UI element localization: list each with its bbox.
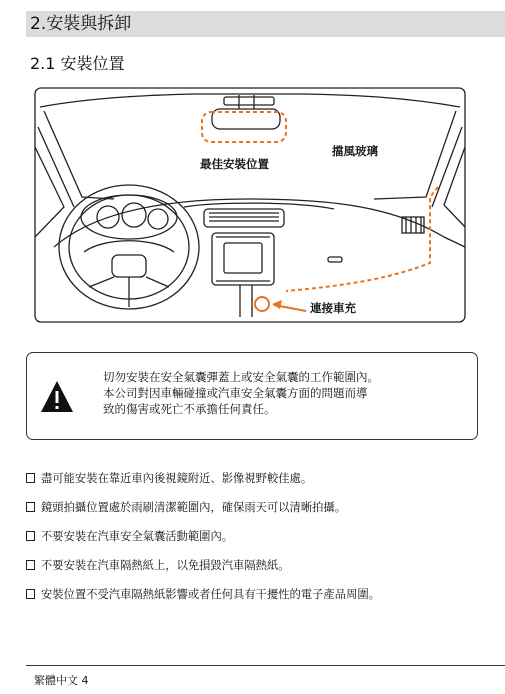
label-windshield: 擋風玻璃 [332, 144, 378, 158]
gear-shift [240, 285, 252, 317]
checkbox-icon [26, 531, 35, 541]
charger-arrow-head [272, 300, 282, 309]
warning-line: 切勿安裝在安全氣囊彈蓋上或安全氣囊的工作範圍內。 [103, 370, 379, 384]
instrument-cluster [81, 195, 177, 239]
checkbox-icon [26, 473, 35, 483]
center-vents [204, 209, 284, 227]
list-item-text: 不要安裝在汽車隔熱紙上，以免損毀汽車隔熱紙。 [41, 558, 290, 572]
label-car-charger: 連接車充 [310, 301, 356, 315]
warning-line: 本公司對因車輛碰撞或汽車安全氣囊方面的問題而導 [103, 386, 368, 400]
side-window-right [444, 147, 465, 227]
section-title: 2.安裝與拆卸 [30, 14, 132, 34]
list-item-text: 不要安裝在汽車安全氣囊活動範圍內。 [41, 529, 234, 543]
illustration-frame [35, 88, 465, 322]
list-item [26, 579, 496, 608]
windshield-left-edge [44, 111, 114, 199]
label-best-position: 最佳安裝位置 [200, 157, 269, 171]
subsection-title: 2.1 安裝位置 [30, 54, 125, 73]
checkbox-icon [26, 589, 35, 599]
checkbox-icon [26, 560, 35, 570]
dashboard-outline [54, 199, 465, 247]
warning-text [103, 369, 463, 417]
list-item-text: 盡可能安裝在靠近車內後視鏡附近、影像視野較佳處。 [41, 471, 313, 485]
footer-divider [26, 665, 505, 666]
list-item [26, 521, 496, 550]
list-item-text: 安裝位置不受汽車隔熱紙影響或者任何具有干擾性的電子產品周圍。 [41, 587, 380, 601]
center-console [212, 233, 274, 285]
installation-notes-list [26, 463, 496, 608]
navigation-screen [224, 243, 262, 273]
list-item [26, 492, 496, 521]
page-number: 繁體中文 4 [34, 674, 89, 687]
list-item [26, 463, 496, 492]
car-interior-illustration [34, 87, 466, 323]
windshield-dashed-outline [286, 187, 438, 291]
windshield-right-edge [374, 111, 456, 199]
list-item [26, 550, 496, 579]
car-charger-socket [255, 297, 269, 311]
warning-triangle-icon [39, 379, 75, 415]
warning-box [26, 352, 478, 440]
warning-line: 致的傷害或死亡不承擔任何責任。 [103, 402, 276, 416]
checkbox-icon [26, 502, 35, 512]
list-item-text: 鏡頭拍攝位置處於雨刷清潔範圍內，確保雨天可以清晰拍攝。 [41, 500, 347, 514]
side-window-left [35, 147, 64, 237]
